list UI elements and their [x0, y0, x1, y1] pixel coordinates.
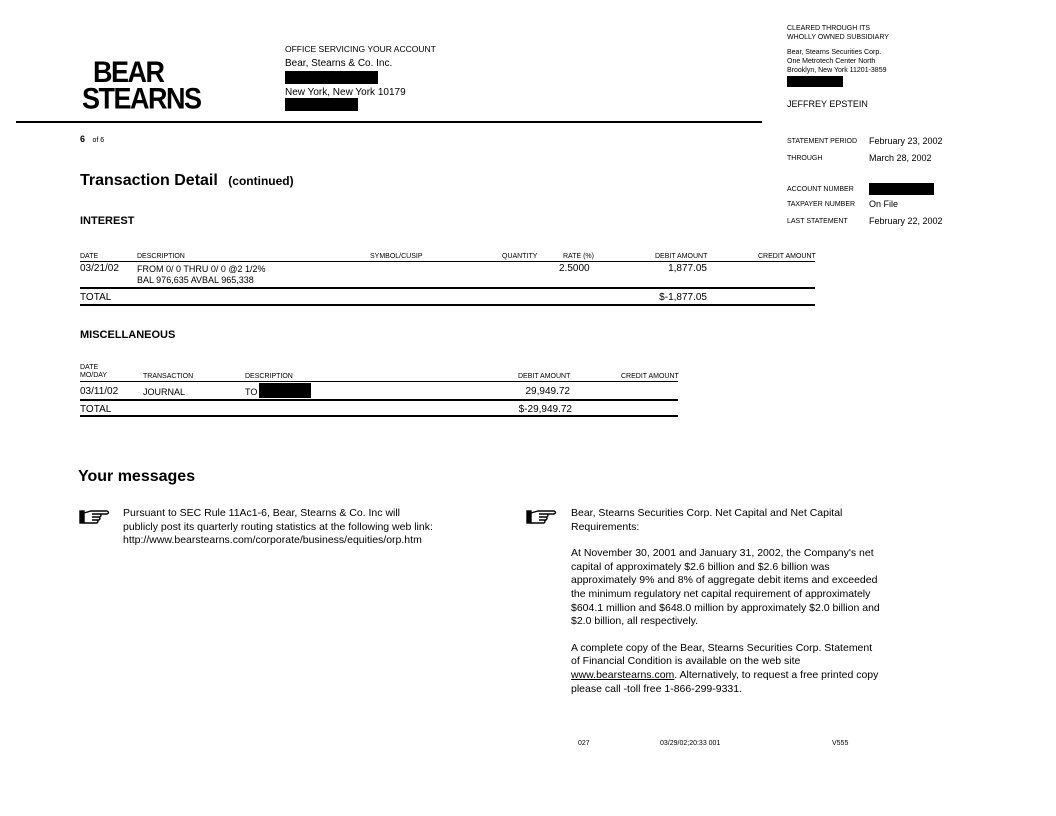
redacted-recipient	[259, 383, 311, 398]
interest-total-value: $-1,877.05	[659, 292, 707, 303]
message-right-p1-line6: $2.0 billion, all respectively.	[571, 615, 699, 628]
message-right-p1	[571, 547, 880, 629]
clearing-firm: Bear, Stearns Securities Corp.	[787, 49, 882, 56]
message-left-line1: Pursuant to SEC Rule 11Ac1-6, Bear, Stearns & Co. Inc will	[123, 507, 401, 519]
clearing-line2: WHOLLY OWNED SUBSIDIARY	[787, 34, 889, 41]
interest-row-desc2: BAL 976,635 AVBAL 965,338	[137, 275, 254, 285]
interest-header-description: DESCRIPTION	[137, 253, 185, 260]
message-left-line3: http://www.bearstearns.com/corporate/business/equities/orp.htm	[123, 534, 422, 547]
pointing-hand-icon	[79, 508, 111, 526]
through-value: March 28, 2002	[869, 153, 932, 163]
interest-header-rule	[80, 261, 815, 262]
interest-header-rate: RATE (%)	[563, 253, 594, 260]
clearing-address2: Brooklyn, New York 11201-3859	[787, 67, 887, 74]
footer-code2: 03/29/02;20:33 001	[660, 740, 721, 747]
misc-header-date2: MO/DAY	[80, 372, 108, 379]
taxpayer-value: On File	[869, 199, 899, 209]
taxpayer-label: TAXPAYER NUMBER	[787, 201, 856, 208]
message-right-p1-line1: At November 30, 2001 and January 31, 2002, the Company's net	[571, 547, 874, 560]
message-right-p1-line2: capital of approximately $2.6 billion and $2.6 billion was	[571, 560, 830, 573]
message-right-p2-after: . Alternatively, to request a free printed copy	[674, 668, 879, 681]
message-right-title2: Requirements:	[571, 520, 640, 533]
account-label: ACCOUNT NUMBER	[787, 186, 854, 193]
message-right-p1-line4: the minimum regulatory net capital requirement of approximately	[571, 587, 871, 600]
redacted-phone	[285, 98, 358, 111]
interest-row-date: 03/21/02	[80, 263, 119, 274]
interest-heading: INTEREST	[80, 215, 135, 227]
last-statement-label: LAST STATEMENT	[787, 218, 848, 225]
logo-line2: STEARNS	[82, 82, 201, 116]
misc-row-debit: 29,949.72	[525, 386, 570, 397]
title-sub: (continued)	[228, 174, 294, 188]
misc-header-description: DESCRIPTION	[245, 373, 293, 380]
office-name: Bear, Stearns & Co. Inc.	[285, 58, 393, 69]
misc-heading: MISCELLANEOUS	[80, 329, 176, 341]
section-title	[80, 172, 294, 190]
misc-total-value: $-29,949.72	[518, 404, 572, 415]
interest-header-date: DATE	[80, 253, 99, 260]
interest-row-desc1: FROM 0/ 0 THRU 0/ 0 @2 1/2%	[137, 264, 266, 274]
clearing-line1: CLEARED THROUGH ITS	[787, 25, 871, 32]
interest-header-credit: CREDIT AMOUNT	[758, 253, 816, 260]
interest-row-rate: 2.5000	[559, 263, 590, 274]
office-city: New York, New York 10179	[285, 87, 406, 98]
client-name: JEFFREY EPSTEIN	[787, 99, 868, 109]
redacted-account-number	[869, 183, 934, 195]
clearing-address1: One Metrotech Center North	[787, 58, 876, 65]
misc-total-rule-top	[80, 399, 678, 401]
page-number	[80, 129, 104, 147]
misc-header-debit: DEBIT AMOUNT	[518, 373, 571, 380]
office-label: OFFICE SERVICING YOUR ACCOUNT	[285, 44, 436, 54]
title-main: Transaction Detail	[80, 172, 218, 189]
redacted-address	[285, 71, 378, 84]
misc-row-transaction: JOURNAL	[143, 387, 186, 397]
misc-header-date1: DATE	[80, 364, 99, 371]
period-label: STATEMENT PERIOD	[787, 138, 858, 145]
bear-stearns-logo	[82, 55, 201, 116]
website-link[interactable]: www.bearstearns.com	[571, 668, 675, 681]
interest-header-quantity: QUANTITY	[502, 253, 538, 260]
logo-line1: BEAR	[93, 55, 164, 89]
misc-header-credit: CREDIT AMOUNT	[621, 373, 679, 380]
message-right-p2-line1: A complete copy of the Bear, Stearns Securities Corp. Statement	[571, 641, 873, 654]
message-right-p1-line3: approximately 9% and 8% of aggregate debit items and exceeded	[571, 574, 878, 587]
interest-total-rule-bottom	[80, 304, 815, 306]
misc-row-description: TO	[245, 387, 258, 397]
misc-header-rule	[80, 381, 678, 382]
footer-code3: V555	[832, 740, 849, 747]
page-current: 6	[80, 134, 86, 144]
header-rule	[16, 121, 762, 123]
office-block	[285, 44, 436, 114]
interest-row-debit: 1,877.05	[668, 263, 707, 274]
message-right-title1: Bear, Stearns Securities Corp. Net Capital and Net Capital	[571, 507, 843, 519]
through-label: THROUGH	[787, 155, 823, 162]
misc-total-label: TOTAL	[80, 404, 112, 415]
redacted-client-address	[787, 76, 843, 87]
interest-header-symbol: SYMBOL/CUSIP	[370, 253, 423, 260]
message-right-p2-line4: please call -toll free 1-866-299-9331.	[571, 682, 743, 695]
interest-total-label: TOTAL	[80, 292, 112, 303]
period-value: February 23, 2002	[869, 136, 943, 146]
interest-header-debit: DEBIT AMOUNT	[655, 253, 708, 260]
pointing-hand-icon	[526, 508, 558, 526]
message-right-p2	[571, 642, 880, 696]
footer-code1: 027	[578, 740, 590, 747]
message-right	[571, 507, 880, 696]
messages-heading: Your messages	[78, 468, 196, 485]
last-statement-value: February 22, 2002	[869, 216, 943, 226]
interest-total-rule-top	[80, 287, 815, 289]
message-right-p2-line3	[571, 669, 880, 683]
message-left-line2: publicly post its quarterly routing statistics at the following web link:	[123, 520, 433, 533]
misc-header-transaction: TRANSACTION	[143, 373, 194, 380]
misc-row-date: 03/11/02	[80, 386, 119, 397]
page-of: of 6	[92, 137, 105, 144]
clearing-block	[787, 25, 889, 109]
misc-total-rule-bottom	[80, 415, 678, 417]
message-left	[123, 507, 433, 548]
message-right-p2-line2: of Financial Condition is available on the web site	[571, 655, 801, 668]
message-right-p1-line5: $604.1 million and $648.0 million by approximately $2.0 billion and	[571, 601, 880, 614]
